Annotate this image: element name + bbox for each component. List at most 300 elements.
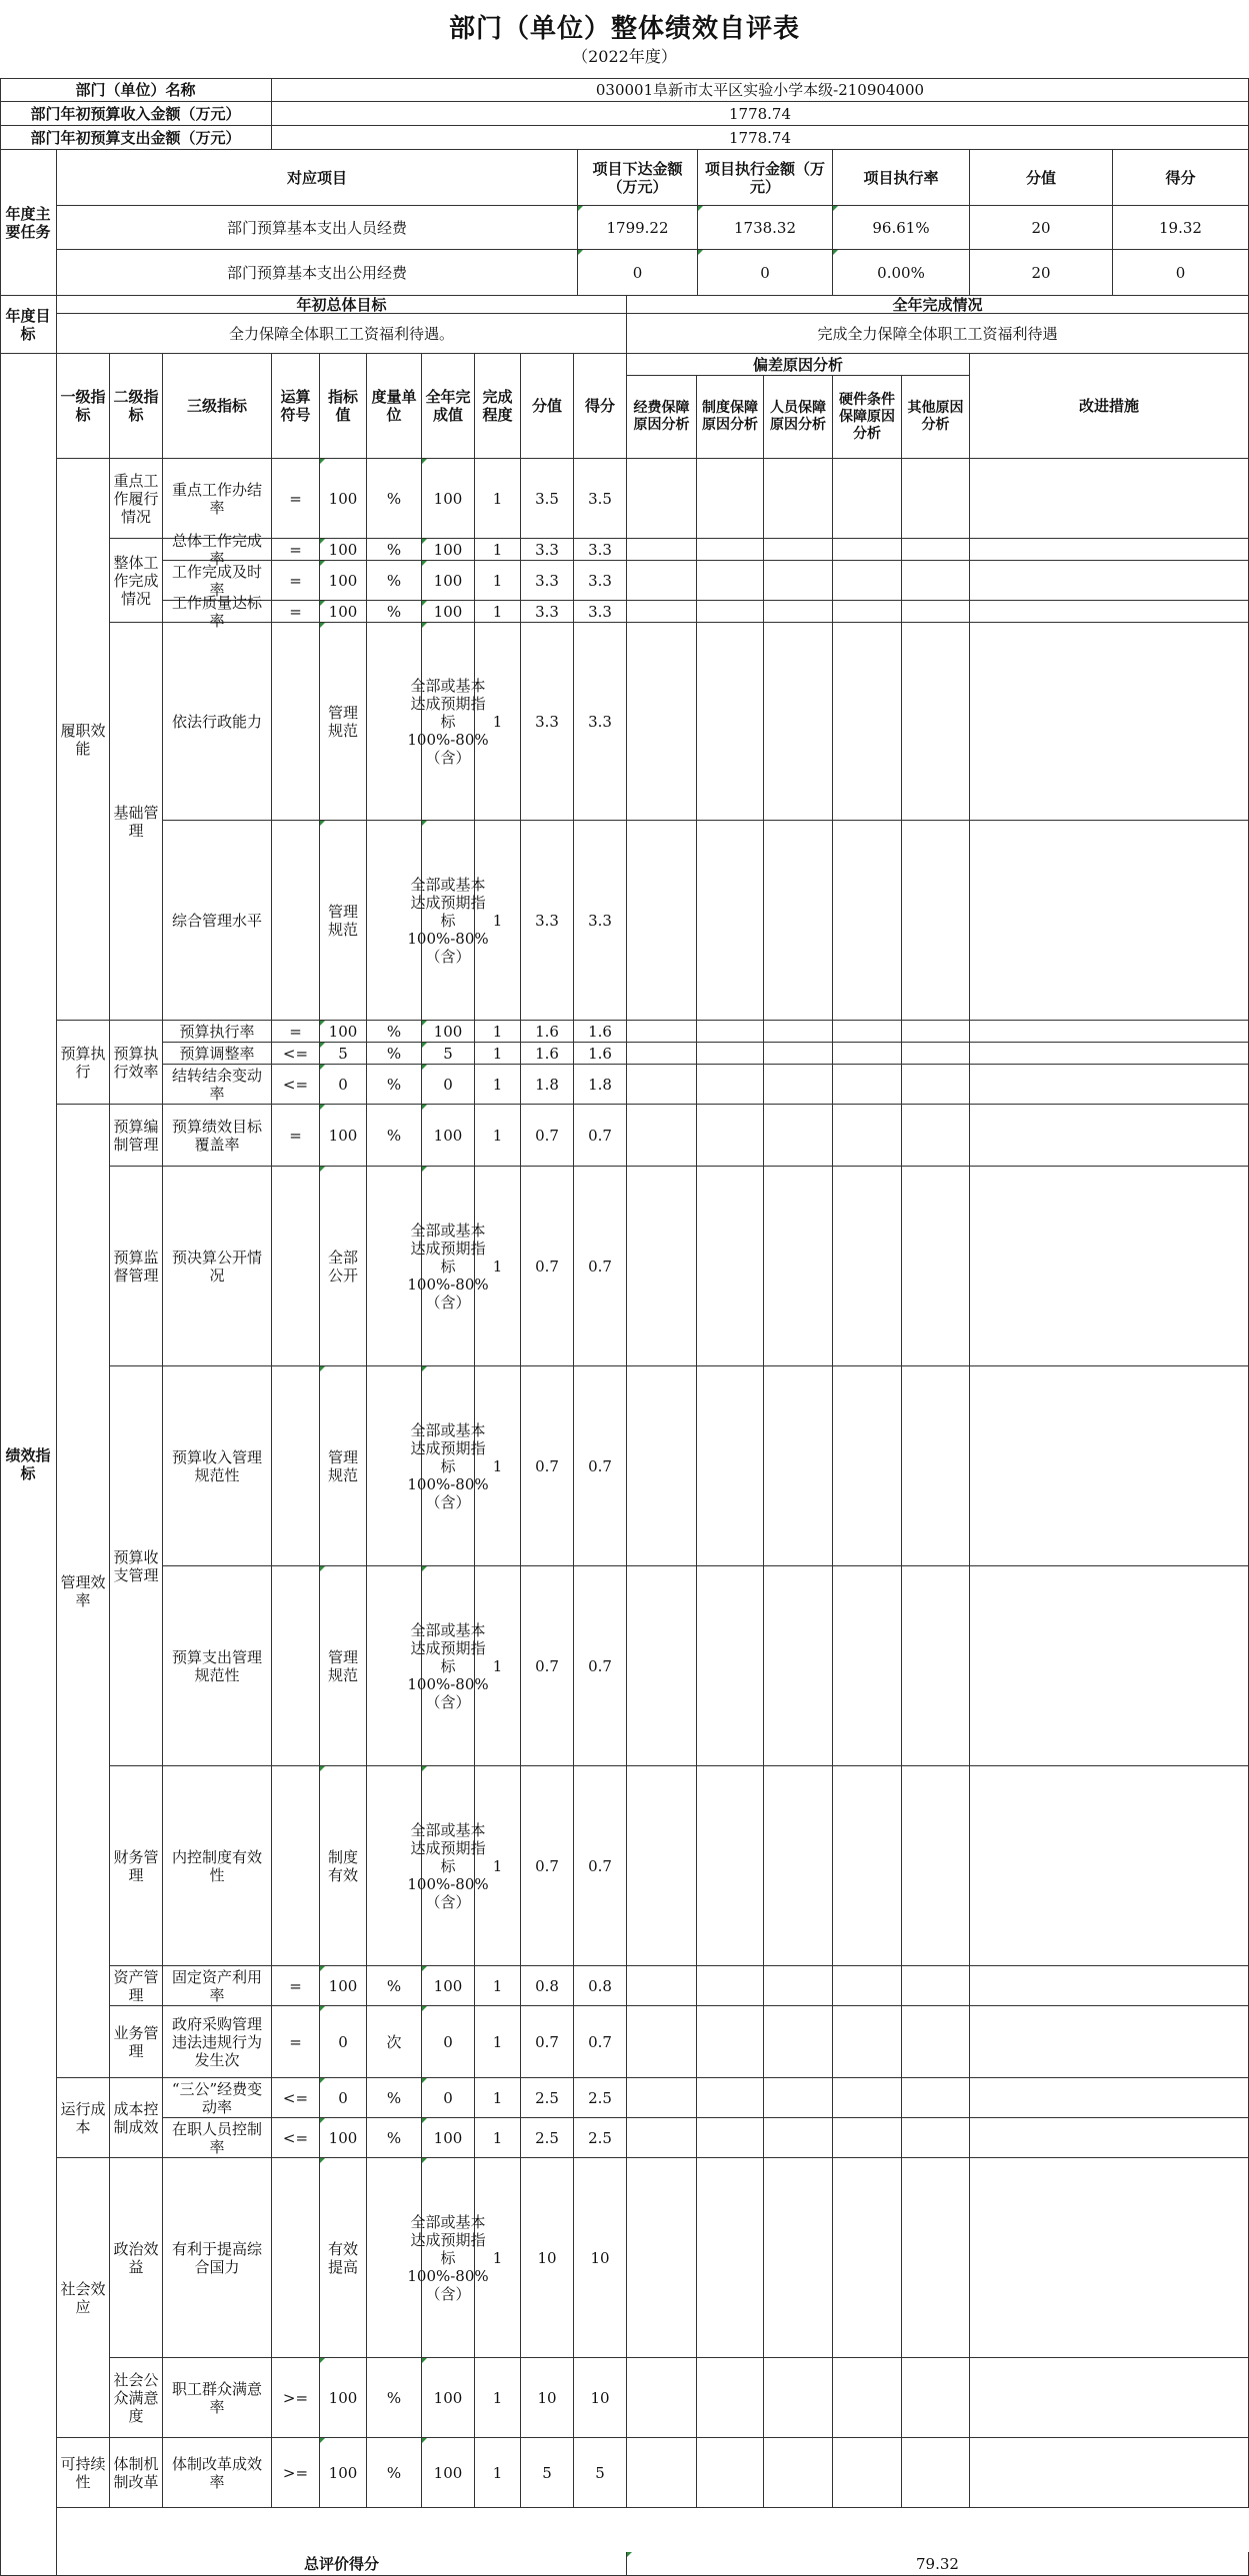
level3-indicator: 依法行政能力	[163, 623, 272, 821]
tasks-cell: 20	[970, 206, 1113, 250]
reason-cell	[627, 1065, 697, 1105]
reason-cell	[902, 539, 970, 561]
expense-label: 部门年初预算支出金额（万元）	[0, 126, 272, 150]
score-cell: 0.7	[521, 1366, 574, 1566]
score-cell: 10	[521, 2358, 574, 2438]
tasks-cell: 19.32	[1113, 206, 1249, 250]
page-subtitle: （2022年度）	[572, 47, 677, 66]
reason-cell	[833, 1566, 902, 1766]
score-cell: 0.8	[521, 1966, 574, 2006]
reason-cell	[697, 2438, 764, 2508]
tasks-cell: 0.00%	[833, 250, 970, 296]
reason-cell	[833, 1366, 902, 1566]
level1-indicator: 可持续性	[57, 2438, 110, 2508]
level3-indicator: 预算绩效目标覆盖率	[163, 1105, 272, 1167]
got-score-cell: 0.8	[574, 1966, 627, 2006]
reason-cell	[697, 459, 764, 539]
reason-cell	[697, 1043, 764, 1065]
level2-indicator: 预算收支管理	[110, 1366, 163, 1766]
reason-cell	[764, 2006, 833, 2078]
reason-cell	[697, 623, 764, 821]
reason-cell	[627, 1167, 697, 1366]
reason-cell	[833, 539, 902, 561]
degree-cell: 1	[475, 1366, 521, 1566]
operator-cell	[272, 1366, 320, 1566]
improve-cell	[970, 561, 1249, 601]
reason-cell	[833, 1043, 902, 1065]
level3-indicator: 预算调整率	[163, 1043, 272, 1065]
indicator-column-header: 得分	[574, 354, 627, 459]
level3-indicator: 政府采购管理违法违规行为发生次	[163, 2006, 272, 2078]
target-value-cell: 全部公开	[320, 1167, 367, 1366]
goals-complete-text: 完成全力保障全体职工工资福利待遇	[627, 314, 1249, 354]
reason-cell	[697, 1966, 764, 2006]
level3-indicator: 预算支出管理规范性	[163, 1566, 272, 1766]
reason-cell	[627, 623, 697, 821]
reason-cell	[833, 1966, 902, 2006]
degree-cell: 1	[475, 459, 521, 539]
actual-value-cell: 全部或基本达成预期指标100%-80%（含）	[422, 623, 475, 821]
indicator-column-header: 完成程度	[475, 354, 521, 459]
reason-cell	[627, 2006, 697, 2078]
score-cell: 0.7	[521, 2006, 574, 2078]
reason-column-header: 经费保障原因分析	[627, 376, 697, 459]
tasks-section-label: 年度主要任务	[0, 150, 57, 296]
operator-cell: =	[272, 601, 320, 623]
degree-cell: 1	[475, 1766, 521, 1966]
level2-indicator: 重点工作履行情况	[110, 459, 163, 539]
reason-cell	[697, 2006, 764, 2078]
total-score-value: 79.32	[627, 2552, 1249, 2576]
reason-cell	[833, 821, 902, 1021]
reason-cell	[833, 2078, 902, 2118]
reason-cell	[902, 1167, 970, 1366]
reason-cell	[697, 1021, 764, 1043]
reason-cell	[902, 459, 970, 539]
score-cell: 0.7	[521, 1105, 574, 1167]
reason-cell	[764, 1021, 833, 1043]
improve-cell	[970, 601, 1249, 623]
target-value-cell: 100	[320, 2358, 367, 2438]
score-cell: 3.3	[521, 821, 574, 1021]
reason-cell	[697, 2158, 764, 2358]
degree-cell: 1	[475, 2158, 521, 2358]
indicator-column-header: 运算符号	[272, 354, 320, 459]
score-cell: 5	[521, 2438, 574, 2508]
actual-value-cell: 全部或基本达成预期指标100%-80%（含）	[422, 1167, 475, 1366]
reason-cell	[833, 2158, 902, 2358]
got-score-cell: 3.3	[574, 601, 627, 623]
income-value: 1778.74	[272, 102, 1249, 126]
degree-cell: 1	[475, 623, 521, 821]
level3-indicator: 预决算公开情况	[163, 1167, 272, 1366]
reason-cell	[627, 1043, 697, 1065]
improve-header: 改进措施	[970, 354, 1249, 459]
improve-cell	[970, 1021, 1249, 1043]
reason-cell	[627, 2078, 697, 2118]
got-score-cell: 3.5	[574, 459, 627, 539]
reason-cell	[902, 561, 970, 601]
indicator-column-header: 分值	[521, 354, 574, 459]
unit-cell: %	[367, 2438, 422, 2508]
level1-indicator: 社会效应	[57, 2158, 110, 2438]
improve-cell	[970, 2438, 1249, 2508]
improve-cell	[970, 1167, 1249, 1366]
reason-cell	[627, 601, 697, 623]
degree-cell: 1	[475, 1043, 521, 1065]
improve-cell	[970, 1566, 1249, 1766]
target-value-cell: 管理规范	[320, 821, 367, 1021]
reason-cell	[697, 821, 764, 1021]
tasks-column-header: 项目执行金额（万元）	[698, 150, 833, 206]
got-score-cell: 0.7	[574, 2006, 627, 2078]
level3-indicator: 职工群众满意率	[163, 2358, 272, 2438]
reason-cell	[627, 561, 697, 601]
unit-cell: %	[367, 2118, 422, 2158]
reason-cell	[833, 1065, 902, 1105]
operator-cell	[272, 1167, 320, 1366]
got-score-cell: 10	[574, 2358, 627, 2438]
level2-indicator: 预算编制管理	[110, 1105, 163, 1167]
degree-cell: 1	[475, 1167, 521, 1366]
target-value-cell: 100	[320, 601, 367, 623]
reason-cell	[902, 1105, 970, 1167]
actual-value-cell: 100	[422, 2358, 475, 2438]
reason-cell	[697, 1366, 764, 1566]
reason-cell	[833, 2006, 902, 2078]
operator-cell: <=	[272, 1043, 320, 1065]
got-score-cell: 1.8	[574, 1065, 627, 1105]
level2-indicator: 整体工作完成情况	[110, 539, 163, 623]
improve-cell	[970, 623, 1249, 821]
operator-cell: =	[272, 561, 320, 601]
reason-cell	[833, 459, 902, 539]
reason-cell	[902, 1021, 970, 1043]
indicator-column-header: 二级指标	[110, 354, 163, 459]
degree-cell: 1	[475, 821, 521, 1021]
unit-cell: %	[367, 2078, 422, 2118]
got-score-cell: 2.5	[574, 2118, 627, 2158]
reason-cell	[764, 2158, 833, 2358]
reason-cell	[902, 2358, 970, 2438]
indicator-column-header: 三级指标	[163, 354, 272, 459]
reason-cell	[833, 1105, 902, 1167]
tasks-cell: 0	[1113, 250, 1249, 296]
tasks-column-header: 项目执行率	[833, 150, 970, 206]
target-value-cell: 100	[320, 539, 367, 561]
operator-cell: =	[272, 1966, 320, 2006]
score-cell: 1.6	[521, 1021, 574, 1043]
degree-cell: 1	[475, 1021, 521, 1043]
improve-cell	[970, 2158, 1249, 2358]
score-cell: 1.8	[521, 1065, 574, 1105]
score-cell: 1.6	[521, 1043, 574, 1065]
actual-value-cell: 0	[422, 1065, 475, 1105]
target-value-cell: 100	[320, 2118, 367, 2158]
operator-cell: <=	[272, 1065, 320, 1105]
actual-value-cell: 100	[422, 1966, 475, 2006]
score-cell: 2.5	[521, 2118, 574, 2158]
reason-cell	[627, 2358, 697, 2438]
reason-column-header: 其他原因分析	[902, 376, 970, 459]
level3-indicator: “三公”经费变动率	[163, 2078, 272, 2118]
operator-cell: =	[272, 2006, 320, 2078]
reason-cell	[764, 1966, 833, 2006]
indicator-column-header: 指标值	[320, 354, 367, 459]
dept-name-label: 部门（单位）名称	[0, 78, 272, 102]
operator-cell	[272, 1566, 320, 1766]
level1-indicator: 预算执行	[57, 1021, 110, 1105]
expense-value: 1778.74	[272, 126, 1249, 150]
target-value-cell: 有效提高	[320, 2158, 367, 2358]
reason-cell	[697, 2078, 764, 2118]
score-cell: 10	[521, 2158, 574, 2358]
indicator-column-header: 一级指标	[57, 354, 110, 459]
unit-cell: %	[367, 1966, 422, 2006]
level3-indicator: 在职人员控制率	[163, 2118, 272, 2158]
actual-value-cell: 全部或基本达成预期指标100%-80%（含）	[422, 821, 475, 1021]
improve-cell	[970, 2358, 1249, 2438]
level2-indicator: 体制机制改革	[110, 2438, 163, 2508]
tasks-cell: 0	[698, 250, 833, 296]
level3-indicator: 有利于提高综合国力	[163, 2158, 272, 2358]
reason-cell	[764, 2358, 833, 2438]
unit-cell: %	[367, 601, 422, 623]
unit-cell: %	[367, 1065, 422, 1105]
improve-cell	[970, 1105, 1249, 1167]
level3-indicator: 固定资产利用率	[163, 1966, 272, 2006]
got-score-cell: 0.7	[574, 1167, 627, 1366]
reason-cell	[697, 1065, 764, 1105]
reason-cell	[697, 2358, 764, 2438]
level3-indicator: 内控制度有效性	[163, 1766, 272, 1966]
reason-column-header: 硬件条件保障原因分析	[833, 376, 902, 459]
unit-cell: %	[367, 539, 422, 561]
unit-cell: %	[367, 1021, 422, 1043]
improve-cell	[970, 2078, 1249, 2118]
target-value-cell: 0	[320, 1065, 367, 1105]
reason-cell	[764, 1105, 833, 1167]
actual-value-cell: 100	[422, 2438, 475, 2508]
reason-cell	[833, 601, 902, 623]
degree-cell: 1	[475, 2006, 521, 2078]
improve-cell	[970, 1966, 1249, 2006]
target-value-cell: 100	[320, 1105, 367, 1167]
target-value-cell: 0	[320, 2078, 367, 2118]
unit-cell: %	[367, 1043, 422, 1065]
reason-cell	[902, 623, 970, 821]
degree-cell: 1	[475, 1065, 521, 1105]
degree-cell: 1	[475, 539, 521, 561]
level1-indicator: 运行成本	[57, 2078, 110, 2158]
level1-indicator: 管理效率	[57, 1105, 110, 2078]
target-value-cell: 管理规范	[320, 623, 367, 821]
improve-cell	[970, 1065, 1249, 1105]
operator-cell: >=	[272, 2358, 320, 2438]
got-score-cell: 3.3	[574, 561, 627, 601]
dept-name-value: 030001阜新市太平区实验小学本级-210904000	[272, 78, 1249, 102]
tasks-cell: 部门预算基本支出人员经费	[57, 206, 578, 250]
actual-value-cell: 100	[422, 459, 475, 539]
reason-cell	[764, 1766, 833, 1966]
reason-cell	[764, 561, 833, 601]
level2-indicator: 财务管理	[110, 1766, 163, 1966]
goals-initial-header: 年初总体目标	[57, 296, 627, 314]
reason-cell	[627, 2438, 697, 2508]
got-score-cell: 3.3	[574, 821, 627, 1021]
level2-indicator: 基础管理	[110, 623, 163, 1021]
reason-cell	[764, 1566, 833, 1766]
level2-indicator: 成本控制成效	[110, 2078, 163, 2158]
reason-cell	[833, 2358, 902, 2438]
reason-cell	[627, 539, 697, 561]
operator-cell: =	[272, 1021, 320, 1043]
level2-indicator: 社会公众满意度	[110, 2358, 163, 2438]
actual-value-cell: 全部或基本达成预期指标100%-80%（含）	[422, 1566, 475, 1766]
improve-cell	[970, 1366, 1249, 1566]
reason-cell	[764, 601, 833, 623]
actual-value-cell: 100	[422, 1105, 475, 1167]
degree-cell: 1	[475, 2118, 521, 2158]
reason-cell	[764, 539, 833, 561]
level3-indicator: 预算收入管理规范性	[163, 1366, 272, 1566]
degree-cell: 1	[475, 2358, 521, 2438]
tasks-column-header: 分值	[970, 150, 1113, 206]
got-score-cell: 0.7	[574, 1566, 627, 1766]
income-label: 部门年初预算收入金额（万元）	[0, 102, 272, 126]
target-value-cell: 100	[320, 561, 367, 601]
operator-cell: =	[272, 539, 320, 561]
target-value-cell: 100	[320, 1021, 367, 1043]
level3-indicator: 总体工作完成率	[163, 539, 272, 561]
degree-cell: 1	[475, 1966, 521, 2006]
reason-cell	[697, 1105, 764, 1167]
target-value-cell: 管理规范	[320, 1566, 367, 1766]
reason-cell	[833, 623, 902, 821]
got-score-cell: 3.3	[574, 539, 627, 561]
reason-cell	[764, 1065, 833, 1105]
reason-cell	[627, 1105, 697, 1167]
level3-indicator: 综合管理水平	[163, 821, 272, 1021]
reason-cell	[627, 1766, 697, 1966]
improve-cell	[970, 1043, 1249, 1065]
score-cell: 3.3	[521, 539, 574, 561]
operator-cell: <=	[272, 2118, 320, 2158]
target-value-cell: 制度有效	[320, 1766, 367, 1966]
target-value-cell: 100	[320, 459, 367, 539]
reason-cell	[697, 561, 764, 601]
degree-cell: 1	[475, 561, 521, 601]
score-cell: 0.7	[521, 1167, 574, 1366]
reason-cell	[697, 1167, 764, 1366]
level2-indicator: 业务管理	[110, 2006, 163, 2078]
level3-indicator: 预算执行率	[163, 1021, 272, 1043]
actual-value-cell: 0	[422, 2078, 475, 2118]
improve-cell	[970, 459, 1249, 539]
score-cell: 3.5	[521, 459, 574, 539]
actual-value-cell: 5	[422, 1043, 475, 1065]
reason-cell	[833, 1167, 902, 1366]
got-score-cell: 5	[574, 2438, 627, 2508]
operator-cell: =	[272, 459, 320, 539]
operator-cell: <=	[272, 2078, 320, 2118]
reason-cell	[697, 601, 764, 623]
degree-cell: 1	[475, 1105, 521, 1167]
reason-cell	[627, 1966, 697, 2006]
level3-indicator: 工作质量达标率	[163, 601, 272, 623]
operator-cell	[272, 2158, 320, 2358]
score-cell: 0.7	[521, 1766, 574, 1966]
reason-cell	[627, 2158, 697, 2358]
target-value-cell: 管理规范	[320, 1366, 367, 1566]
indicator-column-header: 度量单位	[367, 354, 422, 459]
score-cell: 0.7	[521, 1566, 574, 1766]
got-score-cell: 1.6	[574, 1021, 627, 1043]
level2-indicator: 资产管理	[110, 1966, 163, 2006]
degree-cell: 1	[475, 2078, 521, 2118]
level3-indicator: 结转结余变动率	[163, 1065, 272, 1105]
actual-value-cell: 100	[422, 1021, 475, 1043]
reason-cell	[902, 1065, 970, 1105]
actual-value-cell: 全部或基本达成预期指标100%-80%（含）	[422, 1766, 475, 1966]
improve-cell	[970, 821, 1249, 1021]
tasks-column-header: 对应项目	[57, 150, 578, 206]
reason-cell	[627, 821, 697, 1021]
got-score-cell: 0.7	[574, 1766, 627, 1966]
reason-cell	[627, 1366, 697, 1566]
got-score-cell: 0.7	[574, 1105, 627, 1167]
level3-indicator: 重点工作办结率	[163, 459, 272, 539]
reason-column-header: 人员保障原因分析	[764, 376, 833, 459]
reason-cell	[833, 2118, 902, 2158]
level1-indicator: 履职效能	[57, 459, 110, 1021]
unit-cell: 次	[367, 2006, 422, 2078]
actual-value-cell: 0	[422, 2006, 475, 2078]
level2-indicator: 预算执行效率	[110, 1021, 163, 1105]
reason-cell	[902, 1566, 970, 1766]
actual-value-cell: 100	[422, 601, 475, 623]
reason-cell	[764, 821, 833, 1021]
reason-cell	[902, 1966, 970, 2006]
tasks-column-header: 项目下达金额（万元）	[578, 150, 698, 206]
actual-value-cell: 100	[422, 561, 475, 601]
goals-section-label: 年度目标	[0, 296, 57, 354]
reason-cell	[764, 623, 833, 821]
reason-cell	[627, 1021, 697, 1043]
reason-cell	[902, 821, 970, 1021]
reason-cell	[833, 1021, 902, 1043]
score-cell: 3.3	[521, 561, 574, 601]
degree-cell: 1	[475, 2438, 521, 2508]
reason-cell	[697, 1766, 764, 1966]
reason-cell	[833, 1766, 902, 1966]
operator-cell: =	[272, 1105, 320, 1167]
reason-cell	[764, 1043, 833, 1065]
operator-cell: >=	[272, 2438, 320, 2508]
reason-cell	[833, 561, 902, 601]
operator-cell	[272, 821, 320, 1021]
reason-cell	[902, 2006, 970, 2078]
got-score-cell: 2.5	[574, 2078, 627, 2118]
score-cell: 3.3	[521, 623, 574, 821]
tasks-cell: 部门预算基本支出公用经费	[57, 250, 578, 296]
reason-cell	[627, 459, 697, 539]
unit-cell: %	[367, 561, 422, 601]
got-score-cell: 10	[574, 2158, 627, 2358]
actual-value-cell: 100	[422, 539, 475, 561]
score-cell: 3.3	[521, 601, 574, 623]
operator-cell	[272, 1766, 320, 1966]
